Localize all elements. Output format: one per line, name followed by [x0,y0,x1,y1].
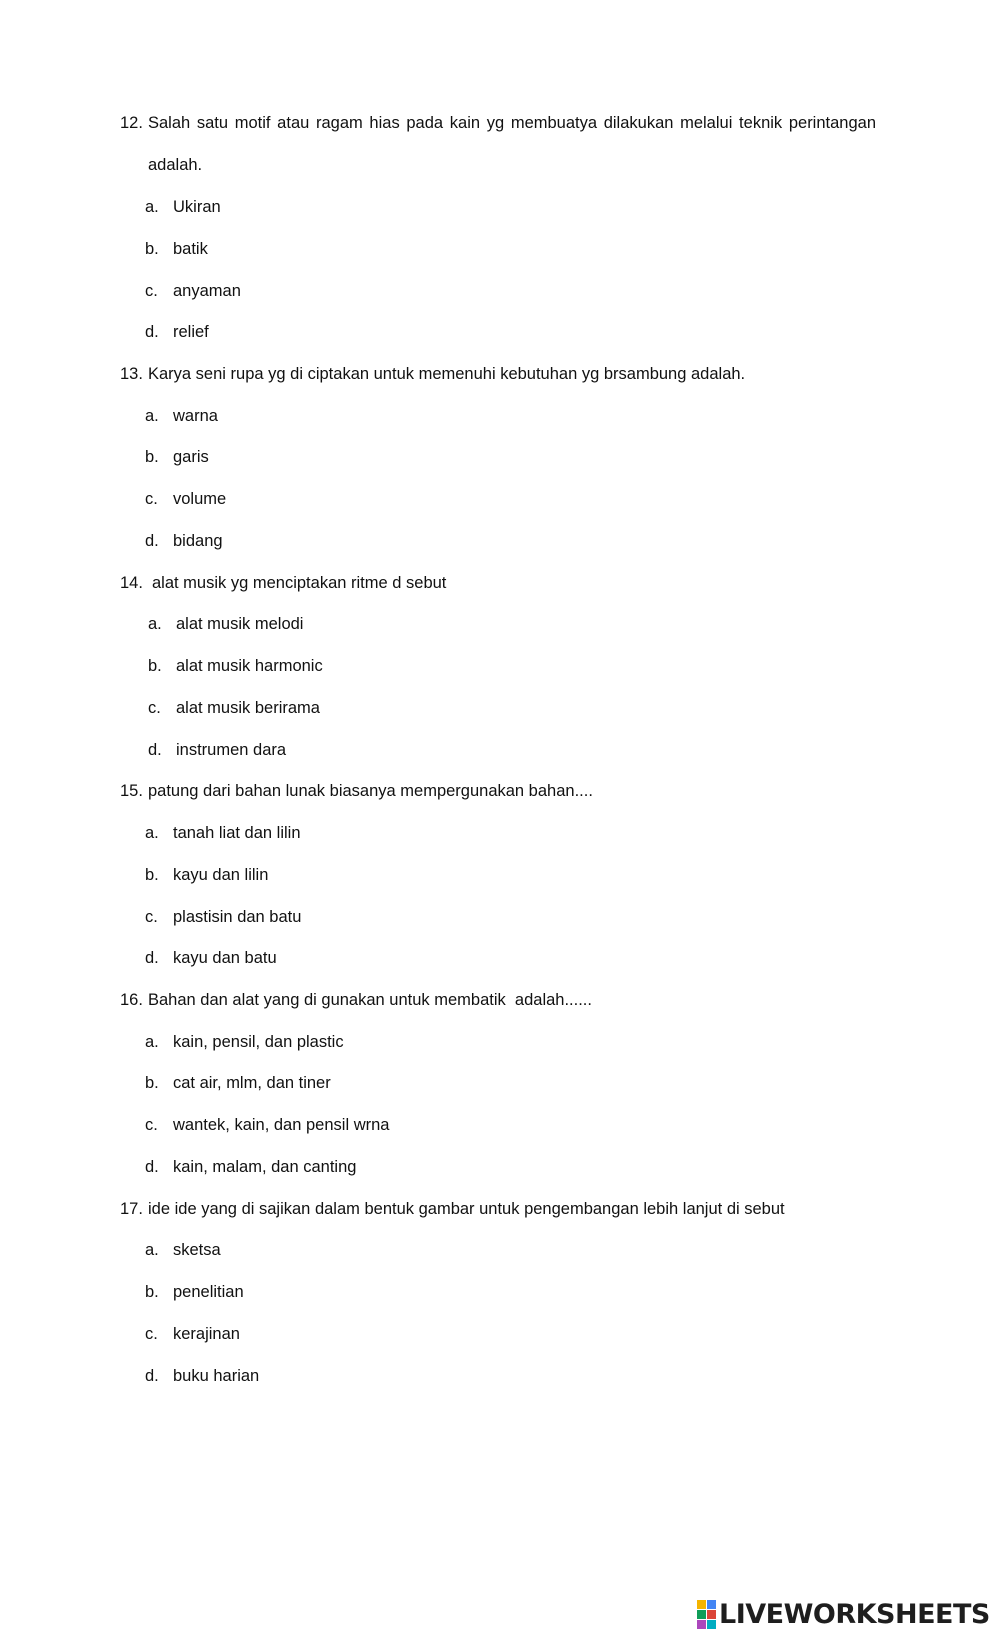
logo-square [707,1620,716,1629]
option-text: plastisin dan batu [173,908,302,926]
option-letter: c. [145,490,158,508]
option-letter: a. [145,1033,159,1051]
option-letter: b. [145,1074,159,1092]
option-text: wantek, kain, dan pensil wrna [173,1116,390,1134]
option-text: volume [173,490,227,508]
option-letter: c. [145,1325,158,1343]
question-text: patung dari bahan lunak biasanya mempergunakan bahan.... [148,782,593,800]
logo-square [707,1610,716,1619]
option-letter: a. [148,615,162,633]
option-text: bidang [173,532,223,550]
option-text: instrumen dara [176,741,287,759]
option-letter: d. [148,741,162,759]
option-text: kayu dan batu [173,949,277,967]
question-text: Salah satu motif atau ragam hias pada kain yg membuatya dilakukan melalui teknik perintangan [148,114,876,132]
question-text: ide ide yang di sajikan dalam bentuk gambar untuk pengembangan lebih lanjut di sebut [148,1200,785,1218]
question-text: alat musik yg menciptakan ritme d sebut [152,574,447,592]
question-number: 12. [120,114,143,132]
option-letter: c. [148,699,161,717]
option-text: kayu dan lilin [173,866,269,884]
option-letter: d. [145,323,159,341]
option-text: kerajinan [173,1325,240,1343]
option-text: garis [173,448,209,466]
question-text: Karya seni rupa yg di ciptakan untuk memenuhi kebutuhan yg brsambung adalah. [148,365,746,383]
liveworksheets-logo-icon [697,1600,716,1629]
question-text: Bahan dan alat yang di gunakan untuk membatik adalah...... [148,991,592,1009]
question-number: 17. [120,1200,143,1218]
logo-square [697,1600,706,1609]
option-letter: c. [145,1116,158,1134]
question-number: 13. [120,365,143,383]
logo-square [707,1600,716,1609]
option-letter: d. [145,532,159,550]
option-text: alat musik harmonic [176,657,323,675]
option-text: batik [173,240,208,258]
option-letter: b. [145,1283,159,1301]
option-text: buku harian [173,1367,260,1385]
option-letter: b. [145,866,159,884]
option-letter: a. [145,824,159,842]
option-letter: b. [148,657,162,675]
option-text: tanah liat dan lilin [173,824,301,842]
option-text: relief [173,323,209,341]
option-text: anyaman [173,282,241,300]
liveworksheets-logo-text: LIVEWORKSHEETS [719,1598,990,1630]
option-text: kain, pensil, dan plastic [173,1033,344,1051]
option-letter: d. [145,949,159,967]
logo-square [697,1610,706,1619]
liveworksheets-logo[interactable] [697,1597,990,1631]
option-text: alat musik berirama [176,699,320,717]
option-letter: b. [145,448,159,466]
option-letter: a. [145,1241,159,1259]
option-text: alat musik melodi [176,615,304,633]
option-letter: a. [145,198,159,216]
option-letter: d. [145,1158,159,1176]
option-text: cat air, mlm, dan tiner [173,1074,331,1092]
option-letter: b. [145,240,159,258]
option-letter: d. [145,1367,159,1385]
question-number: 16. [120,991,143,1009]
option-letter: c. [145,908,158,926]
option-text: kain, malam, dan canting [173,1158,357,1176]
option-letter: a. [145,407,159,425]
option-text: warna [173,407,218,425]
option-letter: c. [145,282,158,300]
question-number: 14. [120,574,143,592]
option-text: penelitian [173,1283,244,1301]
question-12-continuation: adalah. [148,156,203,174]
logo-square [697,1620,706,1629]
option-text: Ukiran [173,198,221,216]
question-number: 15. [120,782,143,800]
option-text: sketsa [173,1241,221,1259]
